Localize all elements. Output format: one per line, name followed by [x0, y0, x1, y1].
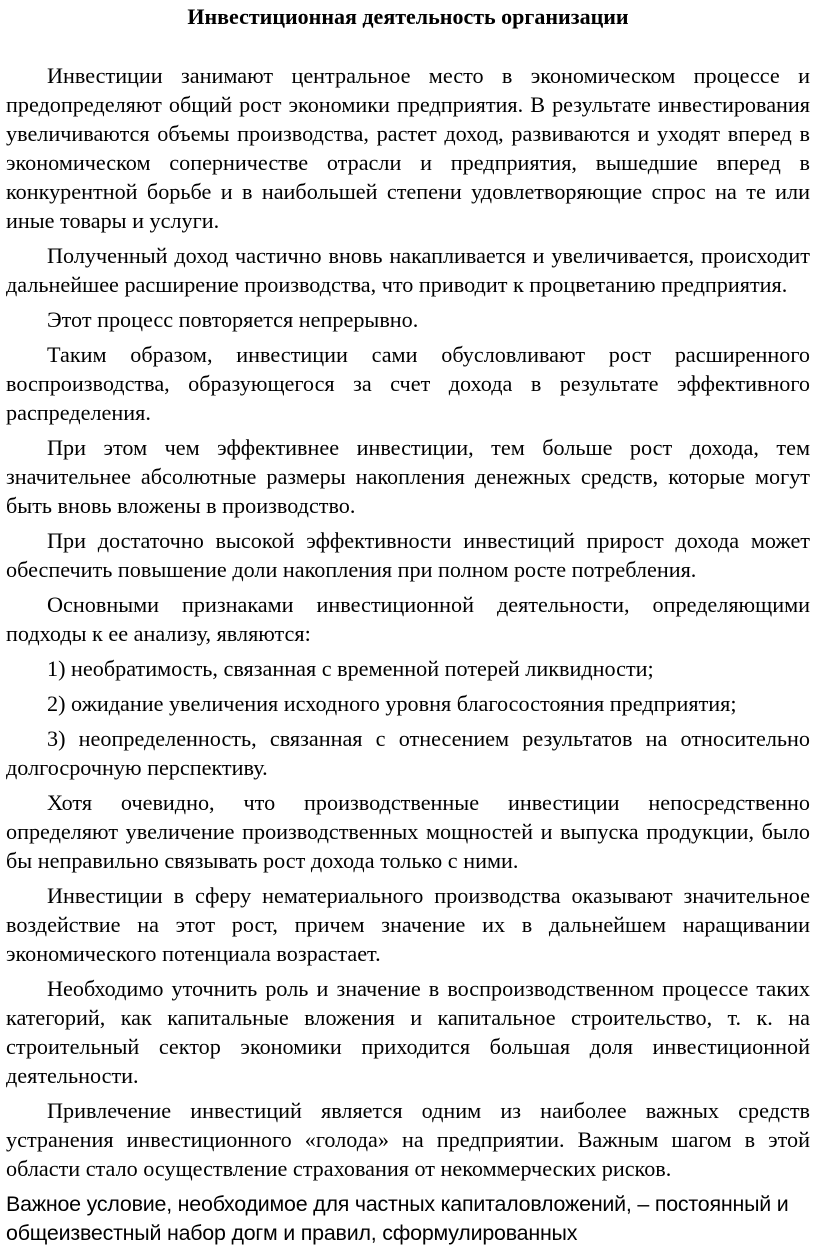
list-item: 3) неопределенность, связанная с отнесением результатов на относительно долгосрочную перспективу. [6, 726, 810, 780]
paragraph: При достаточно высокой эффективности инвестиций прирост дохода может обеспечить повышение доли накопления при полном росте потребления. [6, 528, 810, 582]
paragraph: Инвестиции занимают центральное место в экономическом процессе и предопределяют общий рост экономики предприятия. В результате инвестирования увеличиваются объемы производства, растет доход, развиваются и уходят вперед в экономическом соперничестве отрасли и предприятия, вышедшие вперед в конкурентной борьбе и в наибольшей степени удовлетворяющие спрос на те или иные товары и услуги. [6, 63, 810, 233]
paragraph: Таким образом, инвестиции сами обусловливают рост расширенного воспроизводства, образующегося за счет дохода в результате эффективного распределения. [6, 342, 810, 425]
paragraph: Привлечение инвестиций является одним из наиболее важных средств устранения инвестиционного «голода» на предприятии. Важным шагом в этой области стало осуществление страхования от некоммерческих рисков. [6, 1098, 810, 1181]
paragraph: Инвестиции в сферу нематериального производства оказывают значительное воздействие на этот рост, причем значение их в дальнейшем наращивании экономического потенциала возрастает. [6, 883, 810, 966]
paragraph: Полученный доход частично вновь накапливается и увеличивается, происходит дальнейшее расширение производства, что приводит к процветанию предприятия. [6, 243, 810, 297]
paragraph: Хотя очевидно, что производственные инвестиции непосредственно определяют увеличение производственных мощностей и выпуска продукции, было бы неправильно связывать рост дохода только с ними. [6, 790, 810, 873]
paragraph: Этот процесс повторяется непрерывно. [47, 307, 419, 332]
trailing-paragraph: Важное условие, необходимое для частных капиталовложений, – постоянный и общеизвестный набор догм и правил, сформулированных [6, 1192, 789, 1245]
paragraph: Основными признаками инвестиционной деятельности, определяющими подходы к ее анализу, являются: [6, 592, 810, 646]
document-title: Инвестиционная деятельность организации [187, 4, 629, 29]
paragraph: При этом чем эффективнее инвестиции, тем больше рост дохода, тем значительнее абсолютные размеры накопления денежных средств, которые могут быть вновь вложены в производство. [6, 435, 810, 518]
document-body [6, 61, 810, 1248]
list-item: 2) ожидание увеличения исходного уровня благосостояния предприятия; [47, 691, 737, 716]
paragraph: Необходимо уточнить роль и значение в воспроизводственном процессе таких категорий, как капитальные вложения и капитальное строительство, т. к. на строительный сектор экономики приходится большая доля инвестиционной деятельности. [6, 976, 810, 1088]
list-item: 1) необратимость, связанная с временной потерей ликвидности; [47, 656, 654, 681]
